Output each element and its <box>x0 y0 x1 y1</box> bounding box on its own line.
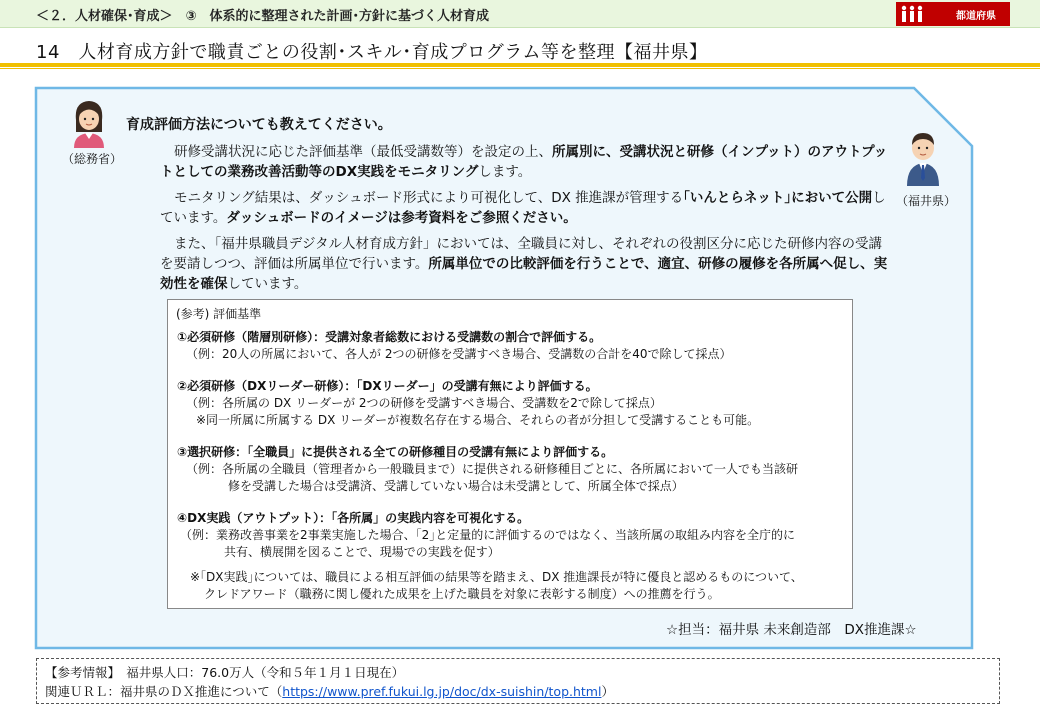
criterion-1-example: （例：20人の所属において、各人が 2つの研修を受講すべき場合、受講数の合計を40で除して採点） <box>186 347 732 361</box>
criterion-4-example-line2: 共有、横展開を図ることで、現場での実践を促す） <box>224 545 500 559</box>
people-icon <box>900 5 924 23</box>
page-title: 14 人材育成方針で職責ごとの役割･スキル･育成プログラム等を整理【福井県】 <box>36 42 708 63</box>
title-underline-thin <box>0 68 1040 69</box>
dx-promotion-link[interactable]: https://www.pref.fukui.lg.jp/doc/dx-suishin/top.html <box>282 684 602 699</box>
prefecture-badge <box>896 2 1010 26</box>
prefecture-caption: （福井県） <box>896 194 957 208</box>
ministry-caption: （総務省） <box>62 152 123 166</box>
criterion-3-example-line2: 修を受講した場合は受講済、受講していない場合は未受講として、所属全体で採点） <box>228 479 684 493</box>
criterion-1-title: ①必須研修（階層別研修）：受講対象者総数における受講数の割合で評価する。 <box>177 330 602 344</box>
reference-heading: (参考) 評価基準 <box>176 307 262 321</box>
badge-label: 都道府県 <box>956 11 996 22</box>
header-bar <box>0 0 1040 28</box>
criterion-2-title: ②必須研修（DXリーダー研修）：「DXリーダー」の受講有無により評価する。 <box>177 379 598 393</box>
title-underline <box>0 63 1040 67</box>
criterion-4-title: ④DX実践（アウトプット）：「各所属」の実践内容を可視化する。 <box>177 511 530 525</box>
contact-department: ☆担当：福井県 未来創造部 DX推進課☆ <box>666 622 917 638</box>
criterion-4-example-line1: （例：業務改善事業を2事業実施した場合、｢2｣と定量的に評価するのではなく、当該所属の取組み内容を全庁的に <box>180 528 796 542</box>
criterion-2-note: ※同一所属に所属する DX リーダーが複数名存在する場合、それらの者が分担して受講することも可能。 <box>196 413 760 427</box>
criterion-3-example-line1: （例：各所属の全職員（管理者から一般職員まで）に提供される研修種目ごとに、各所属において一人でも当該研 <box>186 462 799 476</box>
criterion-3-title: ③選択研修：「全職員」に提供される全ての研修種目の受講有無により評価する。 <box>177 445 614 459</box>
criterion-note-line1: ※｢DX実践｣については、職員による相互評価の結果等を踏まえ、DX 推進課長が特に優良と認めるものについて、 <box>190 570 803 584</box>
question-text: 育成評価方法についても教えてください。 <box>126 117 392 133</box>
answer-paragraph-2: モニタリング結果は、ダッシュボード形式により可視化して、DX 推進課が管理する｢いんとらネット｣において公開しています。ダッシュボードのイメージは参考資料をご参照ください。 <box>160 190 886 226</box>
prefecture-avatar-icon <box>904 128 942 186</box>
population-info: 【参考情報】 福井県人口：76.0万人（令和５年１月１日現在） <box>45 665 405 680</box>
answer-paragraph-3: また、「福井県職員デジタル人材育成方針」においては、全職員に対し、それぞれの役割区分に応じた研修内容の受講を要請しつつ、評価は所属単位で行います。所属単位での比較評価を行うことで、適宜、研修の履修を各所属へ促し、実効性を確保しています。 <box>160 236 888 292</box>
ministry-avatar-icon <box>70 98 108 148</box>
breadcrumb: ＜２．人材確保･育成＞ ③ 体系的に整理された計画･方針に基づく人材育成 <box>36 9 490 24</box>
criterion-note-line2: クレドアワード（職務に関し優れた成果を上げた職員を対象に表彰する制度）への推薦を行う。 <box>204 587 720 601</box>
answer-paragraph-1: 研修受講状況に応じた評価基準（最低受講数等）を設定の上、所属別に、受講状況と研修（インプット）のアウトプットとしての業務改善活動等のDX実践をモニタリングします。 <box>160 144 888 180</box>
related-url-line: 関連ＵＲＬ：福井県のＤＸ推進について（https://www.pref.fukui.lg.jp/doc/dx-suishin/top.html） <box>45 684 614 699</box>
reference-info-box <box>36 658 1000 704</box>
criterion-2-example: （例：各所属の DX リーダーが 2つの研修を受講すべき場合、受講数を2で除して採点） <box>186 396 662 410</box>
